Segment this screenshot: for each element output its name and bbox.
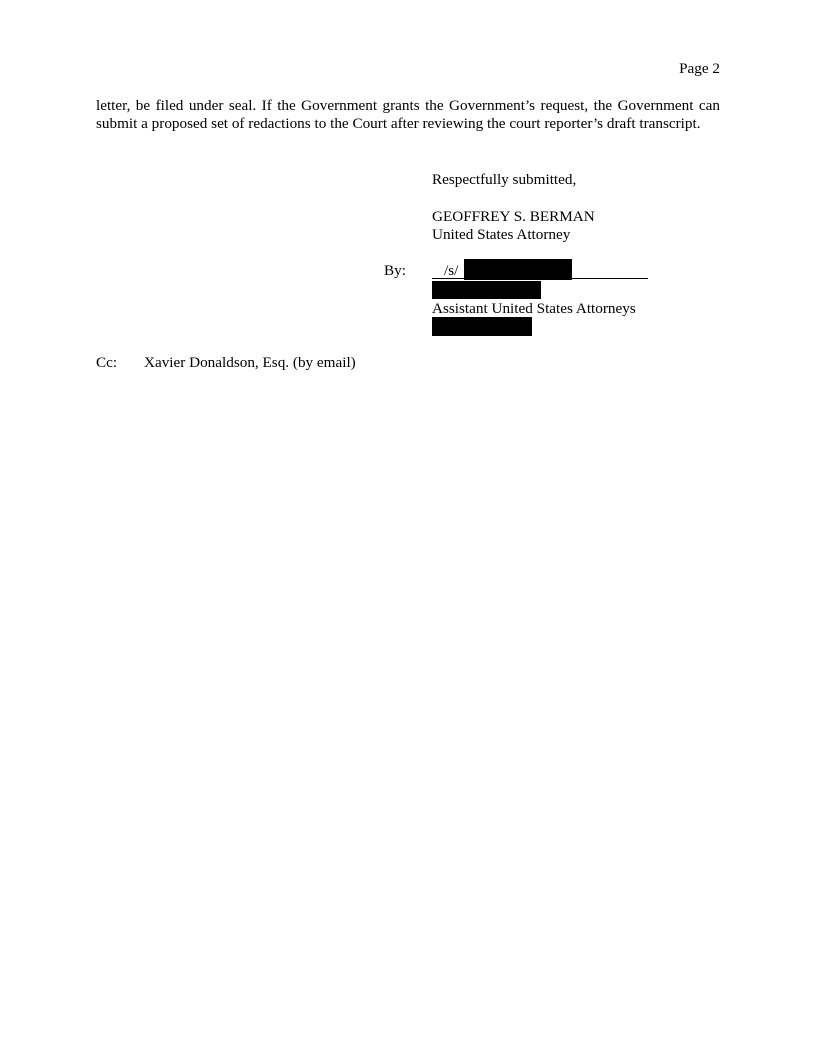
signer-title: United States Attorney xyxy=(432,226,571,243)
cc-label: Cc: xyxy=(96,354,118,371)
redaction-block xyxy=(432,317,532,336)
closing-text: Respectfully submitted, xyxy=(432,171,577,188)
by-label: By: xyxy=(384,262,406,279)
page-number: Page 2 xyxy=(679,60,720,77)
signer-name: GEOFFREY S. BERMAN xyxy=(432,208,595,225)
cc-recipient: Xavier Donaldson, Esq. (by email) xyxy=(144,354,356,371)
redaction-block xyxy=(464,259,572,280)
signature-mark: /s/ xyxy=(444,262,459,279)
attorney-role: Assistant United States Attorneys xyxy=(432,300,636,317)
redaction-block xyxy=(432,281,541,299)
body-paragraph: letter, be filed under seal. If the Government grants the Government’s request, the Government can submit a proposed set of redactions to the Court after reviewing the court reporter’s draft transcript. xyxy=(96,97,720,133)
